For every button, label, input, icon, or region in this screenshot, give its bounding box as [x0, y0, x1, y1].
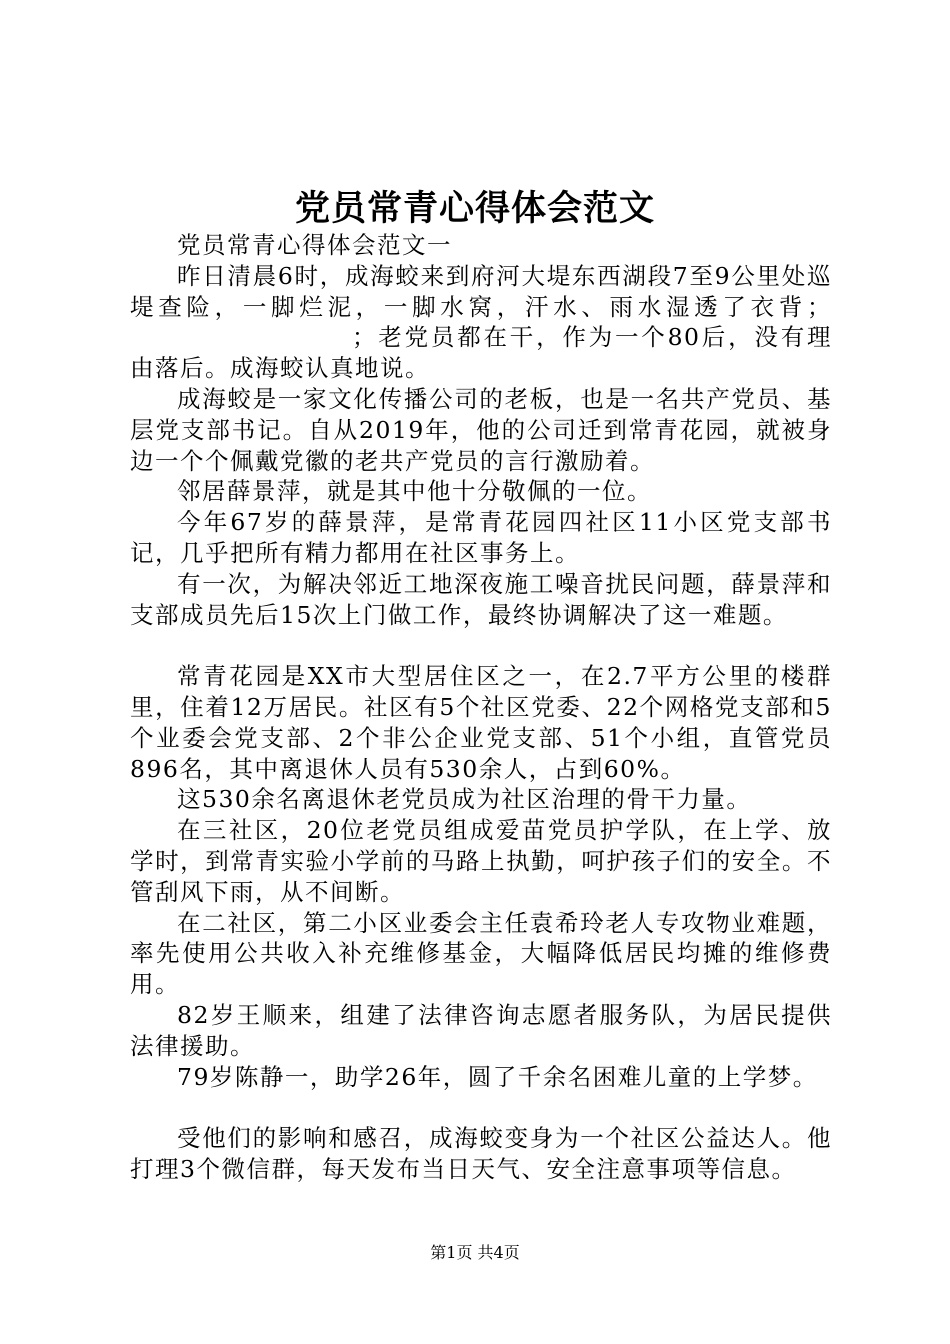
paragraph-heading: 党员常青心得体会范文一	[177, 231, 452, 259]
paragraph: 在二社区，第二小区业委会主任袁希玲老人专攻物业难题，率先使用公共收入补充维修基金，大幅降低居民均摊的维修费用。	[130, 908, 832, 999]
paragraph: 79岁陈静一，助学26年，圆了千余名困难儿童的上学梦。	[177, 1062, 818, 1091]
paragraph: 82岁王顺来，组建了法律咨询志愿者服务队，为居民提供法律援助。	[130, 1000, 832, 1060]
paragraph-text: 昨日清晨6时，成海蛟来到府河大堤东西湖段7至9公里处巡堤查险，一脚烂泥，一脚水窝，汗水、雨水湿透了衣背	[130, 261, 832, 321]
page-footer: 第1页 共4页	[430, 1243, 520, 1262]
paragraph: 常青花园是XX市大型居住区之一，在2.7平方公里的楼群里，住着12万居民。社区有5个社区党委、22个网格党支部和5个业委会党支部、2个非公企业党支部、51个小组，直管党员896名，其中离退休人员有530余人，占到60%。	[130, 662, 832, 783]
paragraph: 邻居薛景萍，就是其中他十分敬佩的一位。	[177, 477, 652, 506]
paragraph: 有一次，为解决邻近工地深夜施工噪音扰民问题，薛景萍和支部成员先后15次上门做工作，最终协调解决了这一难题。	[130, 569, 832, 629]
document-title: 党员常青心得体会范文	[294, 188, 655, 229]
paragraph	[130, 261, 832, 384]
paragraph: 今年67岁的薛景萍，是常青花园四社区11小区党支部书记，几乎把所有精力都用在社区事务上。	[130, 508, 832, 567]
blank-line	[130, 630, 832, 661]
paragraph-text: ；	[807, 292, 832, 321]
paragraph: 这530余名离退休老党员成为社区治理的骨干力量。	[177, 785, 752, 814]
paragraph: 受他们的影响和感召，成海蛟变身为一个社区公益达人。他打理3个微信群，每天发布当日天气、安全注意事项等信息。	[130, 1124, 832, 1183]
paragraph-text: ；老党员都在干，作为一个80后，没有理由落后。成海蛟认真地说。	[130, 323, 832, 383]
paragraph: 成海蛟是一家文化传播公司的老板，也是一名共产党员、基层党支部书记。自从2019年，他的公司迁到常青花园，就被身边一个个佩戴党徽的老共产党员的言行激励着。	[130, 384, 832, 475]
paragraph: 在三社区，20位老党员组成爱苗党员护学队，在上学、放学时，到常青实验小学前的马路上执勤，呵护孩子们的安全。不管刮风下雨，从不间断。	[130, 816, 832, 906]
document-body	[130, 230, 832, 1185]
blank-line	[130, 1092, 832, 1123]
